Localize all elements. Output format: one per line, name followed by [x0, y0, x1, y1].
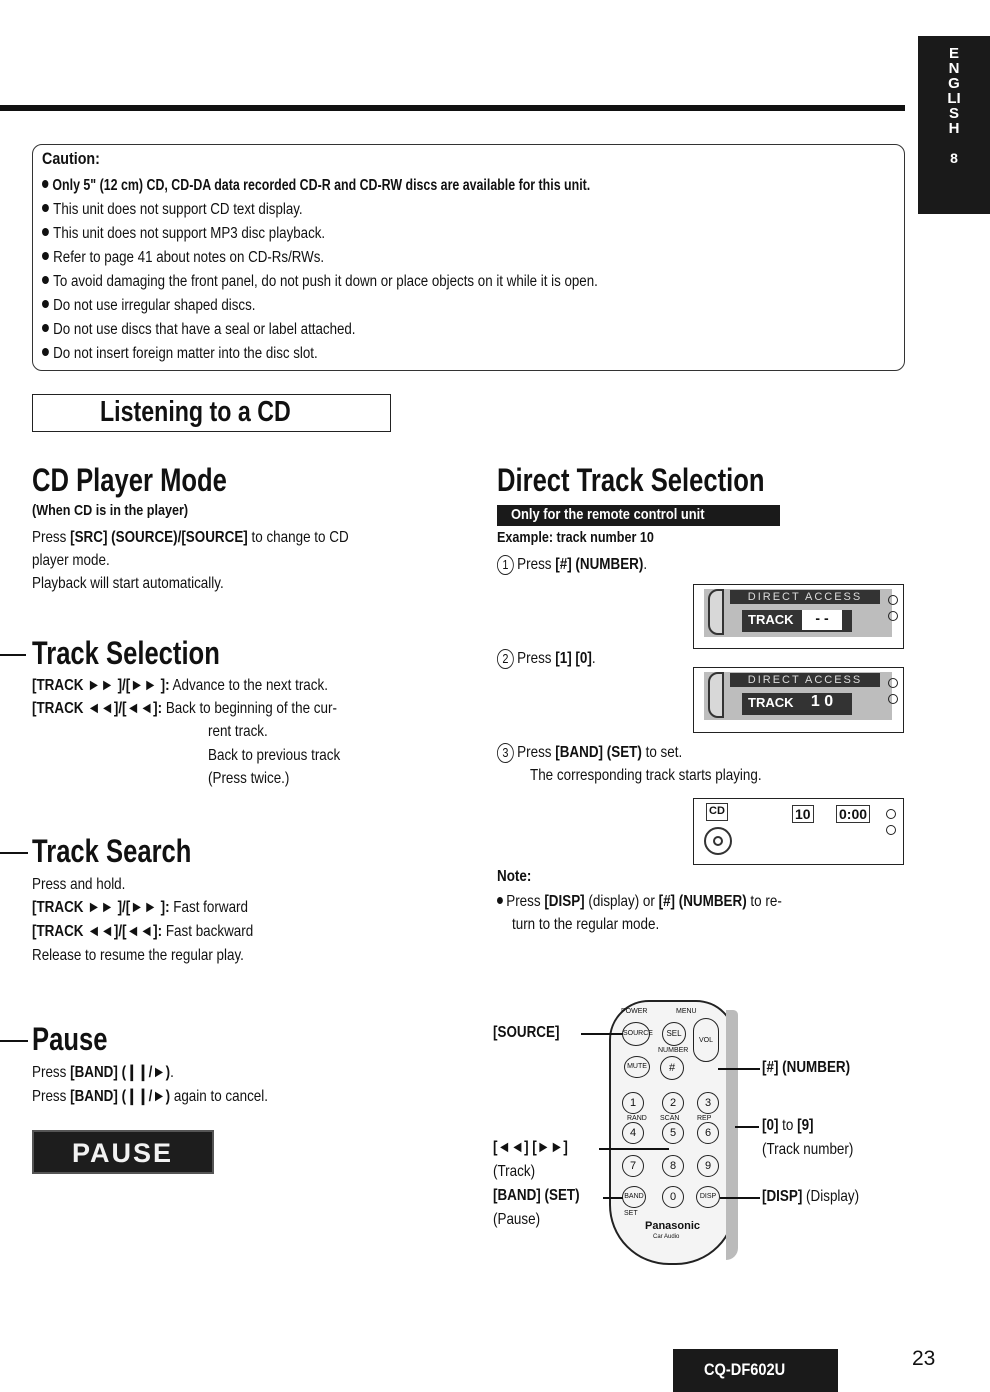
track-search-line4: Release to resume the regular play. — [32, 947, 244, 964]
direct-track-example: Example: track number 10 — [497, 529, 654, 546]
lcd1-track-label: TRACK — [748, 612, 794, 627]
remote-mute-button[interactable]: MUTE — [624, 1056, 650, 1078]
cd-player-mode-line3: Playback will start automatically. — [32, 575, 224, 592]
caution-item: This unit does not support CD text display. — [42, 198, 773, 222]
language-tab-letters: ENGLISH — [947, 45, 961, 137]
remote-label-disp: [DISP] (Display) — [762, 1188, 860, 1205]
remote-digit-0-button[interactable]: 0 — [662, 1186, 684, 1208]
lcd-display-direct-access-10 — [693, 667, 904, 733]
leader-line — [720, 1197, 760, 1199]
pause-display-text: PAUSE — [72, 1138, 174, 1168]
lcd2-track-field — [742, 693, 852, 715]
remote-rand-label: RAND — [627, 1115, 647, 1122]
remote-digit-1-button[interactable]: 1 — [622, 1092, 644, 1114]
model-label: CQ-DF602U — [673, 1349, 838, 1392]
remote-label-band: [BAND] (SET) — [493, 1187, 580, 1204]
track-selection-row2-cont2: Back to previous track — [208, 747, 341, 764]
settings-icon — [886, 825, 896, 835]
language-tab — [918, 36, 990, 214]
lcd1-header: DIRECT ACCESS — [730, 590, 880, 604]
page-number: 23 — [912, 1347, 936, 1370]
remote-label-digits: [0] to [9] — [762, 1117, 814, 1134]
direct-track-step3-line2: The corresponding track starts playing. — [530, 767, 762, 784]
caution-item: Do not use irregular shaped discs. — [42, 294, 773, 318]
direct-track-step2: 2 Press [1] [0]. — [497, 647, 596, 670]
note-line1: Press [DISP] (display) or [#] (NUMBER) to re- — [497, 890, 782, 913]
leader-line — [718, 1068, 760, 1070]
lcd2-track-label: TRACK — [748, 695, 794, 710]
track-search-line1: Press and hold. — [32, 876, 126, 893]
direct-track-heading: Direct Track Selection — [497, 462, 765, 498]
caution-list — [42, 174, 892, 366]
track-selection-row2: [TRACK ◄◄]/[◄◄]: Back to beginning of the cur- — [32, 700, 337, 717]
pause-line2: Press [BAND] (❙❙/►) again to cancel. — [32, 1088, 269, 1105]
track-selection-row2-cont3: (Press twice.) — [208, 770, 290, 787]
caution-item: Do not use discs that have a seal or label attached. — [42, 318, 773, 342]
remote-brand: Panasonic — [645, 1220, 701, 1232]
lcd1-track-value: - - — [802, 610, 842, 630]
pause-line1: Press [BAND] (❙❙/►). — [32, 1064, 174, 1081]
remote-digit-8-button[interactable]: 8 — [662, 1155, 684, 1177]
caution-item: To avoid damaging the front panel, do not push it down or place objects on it while it is open. — [42, 270, 773, 294]
track-selection-dash — [0, 654, 26, 656]
pause-dash — [0, 1040, 28, 1042]
track-selection-row2-cont1: rent track. — [208, 723, 268, 740]
lcd1-track-field — [742, 610, 852, 632]
language-tab-number: 8 — [950, 150, 958, 166]
remote-label-digits-sub: (Track number) — [762, 1141, 854, 1158]
remote-number-button[interactable]: # — [660, 1056, 684, 1080]
lcd2-track-value: 1 0 — [802, 693, 842, 713]
remote-set-label: SET — [624, 1210, 638, 1217]
settings-icon — [888, 678, 898, 688]
leader-line — [735, 1126, 759, 1128]
note-line2: turn to the regular mode. — [512, 916, 660, 933]
remote-label-track-sub: (Track) — [493, 1163, 536, 1180]
remote-label-source: [SOURCE] — [493, 1024, 560, 1041]
top-rule — [0, 105, 905, 111]
remote-number-label: NUMBER — [658, 1047, 689, 1054]
remote-power-label: POWER — [621, 1008, 648, 1015]
lcd2-header: DIRECT ACCESS — [730, 673, 880, 687]
remote-only-label: Only for the remote control unit — [497, 505, 780, 526]
disc-icon — [708, 672, 724, 718]
leader-line — [603, 1197, 623, 1199]
track-search-dash — [0, 852, 28, 854]
track-search-row2: [TRACK ◄◄]/[◄◄]: Fast backward — [32, 923, 254, 940]
remote-brand-sub: Car Audio — [653, 1234, 680, 1240]
lcd-display-playing — [693, 798, 904, 865]
remote-rep-label: REP — [697, 1115, 712, 1122]
remote-vol-button[interactable]: VOL — [693, 1018, 719, 1062]
pause-heading: Pause — [32, 1021, 108, 1057]
cd-player-mode-line1: Press [SRC] (SOURCE)/[SOURCE] to change to CD — [32, 529, 349, 546]
leader-line — [581, 1033, 623, 1035]
remote-digit-6-button[interactable]: 6 — [697, 1122, 719, 1144]
note-title: Note: — [497, 868, 532, 885]
caution-item: Only 5" (12 cm) CD, CD-DA data recorded CD-R and CD-RW discs are available for this unit. — [42, 174, 722, 198]
disc-icon — [704, 827, 732, 855]
remote-menu-label: MENU — [676, 1008, 697, 1015]
remote-label-band-sub: (Pause) — [493, 1211, 541, 1228]
cd-player-mode-line2: player mode. — [32, 552, 110, 569]
track-search-heading: Track Search — [32, 833, 192, 869]
lcd3-time: 0:00 — [836, 805, 870, 823]
settings-icon — [888, 694, 898, 704]
remote-digit-2-button[interactable]: 2 — [662, 1092, 684, 1114]
remote-digit-9-button[interactable]: 9 — [697, 1155, 719, 1177]
cd-player-mode-heading: CD Player Mode — [32, 462, 227, 498]
remote-band-button[interactable]: BAND — [622, 1186, 646, 1208]
track-selection-row1: [TRACK ►► ]/[►► ]: Advance to the next track. — [32, 677, 328, 694]
pause-display — [32, 1130, 214, 1174]
remote-scan-label: SCAN — [660, 1115, 680, 1122]
remote-digit-4-button[interactable]: 4 — [622, 1122, 644, 1144]
remote-shadow — [726, 1010, 738, 1260]
remote-digit-7-button[interactable]: 7 — [622, 1155, 644, 1177]
remote-disp-button[interactable]: DISP — [696, 1186, 720, 1208]
track-selection-heading: Track Selection — [32, 635, 220, 671]
remote-label-track: [◄◄] [►►] — [493, 1139, 568, 1156]
caution-item: This unit does not support MP3 disc playback. — [42, 222, 773, 246]
settings-icon — [888, 611, 898, 621]
disc-icon — [708, 589, 724, 635]
remote-sel-button[interactable]: SEL — [662, 1022, 686, 1046]
cd-player-mode-subtitle: (When CD is in the player) — [32, 502, 189, 519]
settings-icon — [886, 809, 896, 819]
remote-label-number: [#] (NUMBER) — [762, 1059, 851, 1076]
settings-icon — [888, 595, 898, 605]
caution-item: Do not insert foreign matter into the disc slot. — [42, 342, 773, 366]
lcd-display-direct-access-empty — [693, 584, 904, 649]
caution-title: Caution: — [42, 149, 100, 168]
remote-digit-5-button[interactable]: 5 — [662, 1122, 684, 1144]
caution-item: Refer to page 41 about notes on CD-Rs/RWs. — [42, 246, 773, 270]
remote-source-button[interactable]: SOURCE — [622, 1022, 650, 1046]
leader-line — [599, 1148, 669, 1150]
section-title: Listening to a CD — [100, 396, 291, 428]
lcd3-cd-label: CD — [706, 803, 728, 821]
direct-track-step1: 1 Press [#] (NUMBER). — [497, 553, 647, 576]
direct-track-step3: 3 Press [BAND] (SET) to set. — [497, 741, 682, 764]
track-search-row1: [TRACK ►► ]/[►► ]: Fast forward — [32, 899, 248, 916]
remote-digit-3-button[interactable]: 3 — [697, 1092, 719, 1114]
lcd3-track-number: 10 — [792, 805, 814, 823]
